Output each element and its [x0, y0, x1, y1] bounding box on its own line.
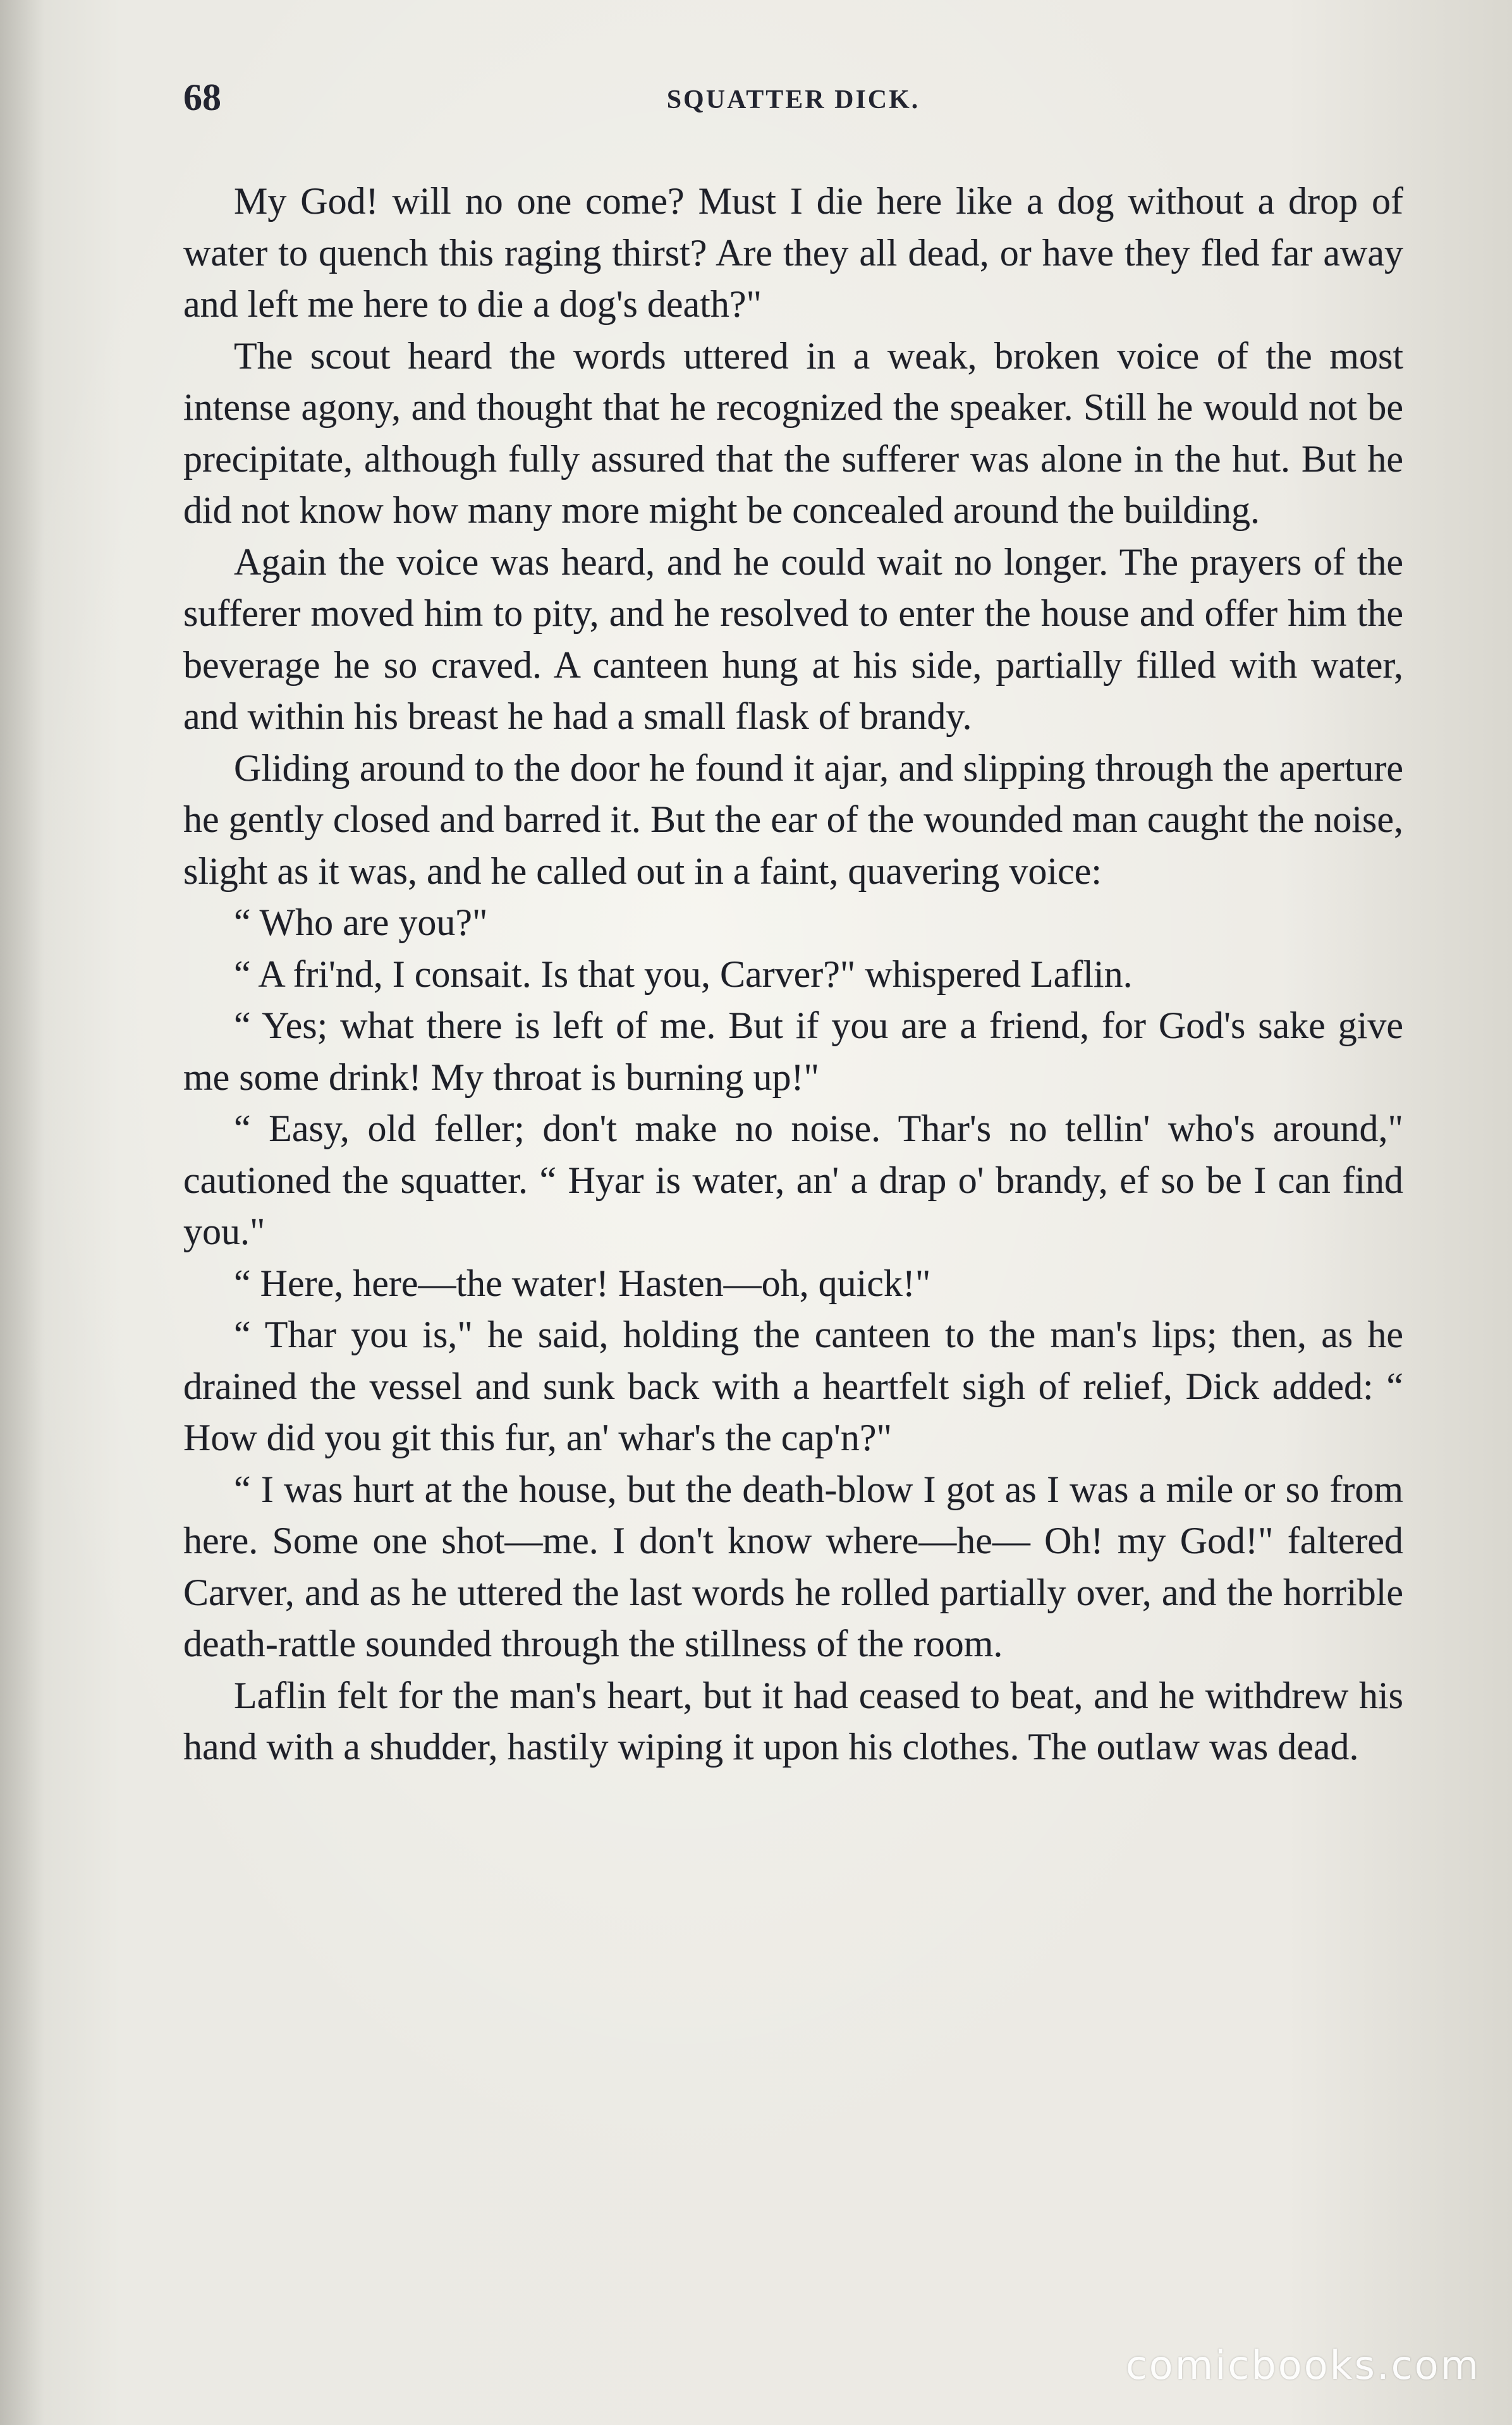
- paragraph: “ Thar you is," he said, holding the canteen to the man's lips; then, as he drained the vessel and sunk back with a heartfelt sigh of relief, Dick added: “ How did you git this fur, an' whar's the cap'n?": [183, 1314, 1403, 1458]
- paragraph: Laflin felt for the man's heart, but it had ceased to beat, and he withdrew his hand with a shudder, hastily wiping it upon his clothes. The outlaw was dead.: [183, 1674, 1403, 1768]
- paragraph: “ Here, here—the water! Hasten—oh, quick!": [234, 1262, 931, 1304]
- paragraph: “ Who are you?": [234, 901, 488, 943]
- running-head: SQUATTER DICK.: [666, 85, 920, 114]
- paragraph: “ Yes; what there is left of me. But if you are a friend, for God's sake give me some drink! My throat is burning up!": [183, 1005, 1403, 1098]
- paragraph: “ A fri'nd, I consait. Is that you, Carver?" whispered Laflin.: [234, 953, 1133, 995]
- page-header: [183, 76, 1403, 126]
- paragraph: “ Easy, old feller; don't make no noise. Thar's no tellin' who's around," cautioned the squatter. “ Hyar is water, an' a drap o' brandy, ef so be I can find you.": [183, 1108, 1403, 1252]
- paragraph: “ I was hurt at the house, but the death-blow I got as I was a mile or so from here. Some one shot—me. I don't know where—he— Oh! my God!" faltered Carver, and as he uttered the last words he rolled partially over, and the horrible death-rattle sounded through the stillness of the room.: [183, 1468, 1403, 1665]
- body-text: [183, 176, 1403, 1773]
- paragraph: Gliding around to the door he found it ajar, and slipping through the aperture he gently closed and barred it. But the ear of the wounded man caught the noise, slight as it was, and he called out in a faint, quavering voice:: [183, 747, 1403, 892]
- site-watermark: comicbooks.com: [1125, 2342, 1480, 2388]
- paragraph: My God! will no one come? Must I die here like a dog without a drop of water to quench this raging thirst? Are they all dead, or have they fled far away and left me here to die a dog's death?": [183, 180, 1403, 325]
- paragraph: The scout heard the words uttered in a weak, broken voice of the most intense agony, and thought that he recognized the speaker. Still he would not be precipitate, although fully assured that the sufferer was alone in the hut. But he did not know how many more might be concealed around the building.: [183, 334, 1403, 531]
- paragraph: Again the voice was heard, and he could wait no longer. The prayers of the sufferer moved him to pity, and he resolved to enter the house and offer him the beverage he so craved. A canteen hung at his side, partially filled with water, and within his breast he had a small flask of brandy.: [183, 541, 1403, 737]
- page-number: 68: [183, 76, 221, 118]
- page-gutter-shadow: [0, 0, 44, 2425]
